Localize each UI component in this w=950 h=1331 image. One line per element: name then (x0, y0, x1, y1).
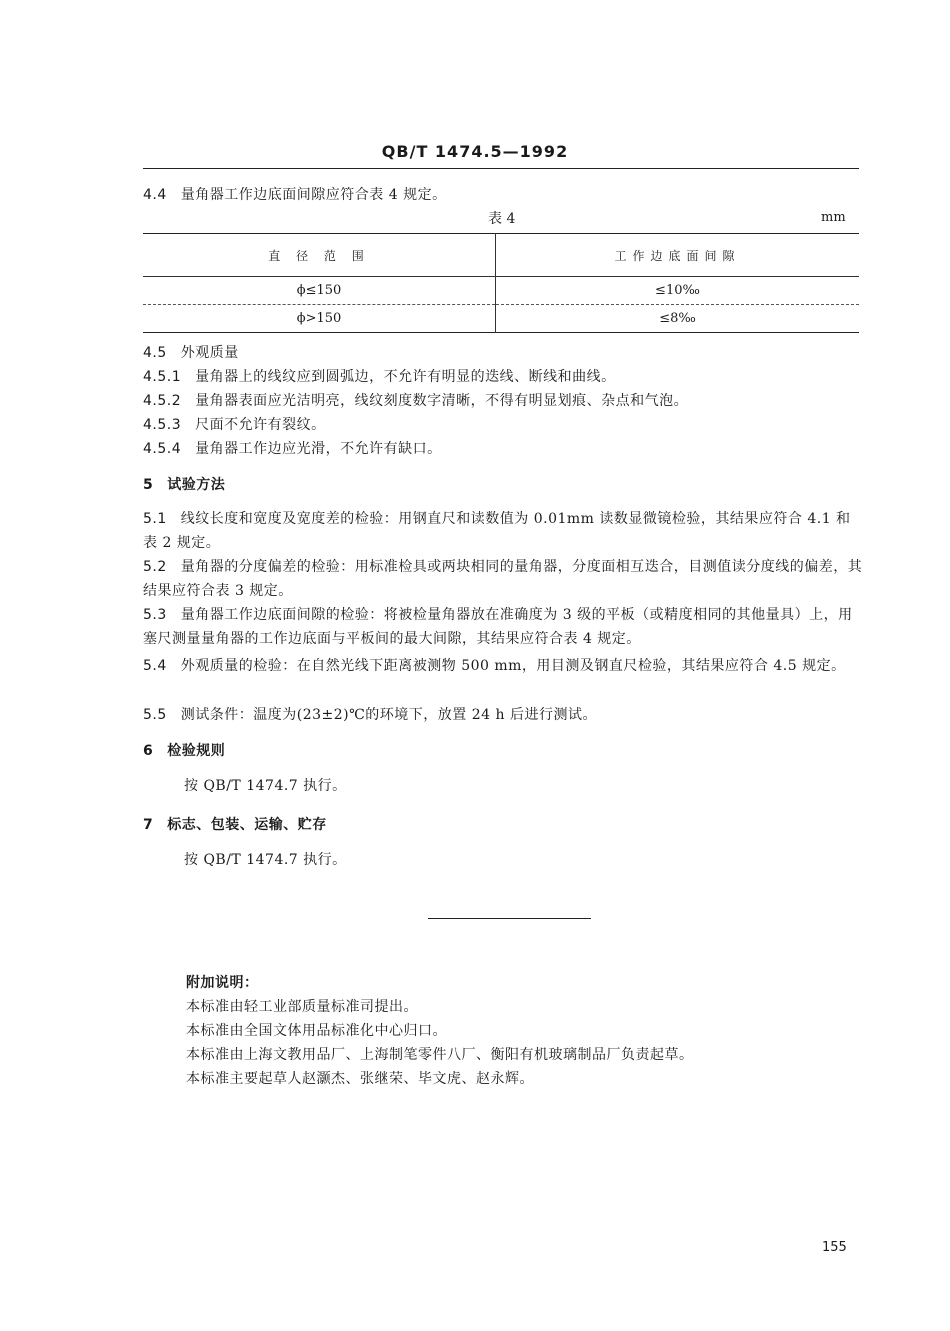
clause-text: 量角器工作边底面间隙应符合表 4 规定。 (180, 187, 447, 203)
clause-text: 量角器工作边底面间隙的检验：将被检量角器放在准确度为 3 级的平板（或精度相同的其他量具）上，用塞尺测量量角器的工作边底面与平板间的最大间隙，其结果应符合表 4 规定。 (143, 607, 853, 647)
clause-number: 5.2 (143, 559, 167, 575)
standard-code-header: QB/T 1474.5—1992 (381, 142, 569, 161)
clause-text: 量角器上的线纹应到圆弧边，不允许有明显的迭线、断线和曲线。 (195, 369, 616, 385)
clause-4-5-heading (143, 341, 863, 365)
clause-text: 线纹长度和宽度及宽度差的检验：用钢直尺和读数值为 0.01mm 读数显微镜检验，其结果应符合 4.1 和表 2 规定。 (143, 511, 851, 551)
clause-4-5-4 (143, 437, 863, 461)
clause-text: 外观质量 (180, 345, 239, 361)
notes-line: 本标准由全国文体用品标准化中心归口。 (186, 1023, 447, 1039)
clause-text: 量角器工作边应光滑，不允许有缺口。 (195, 441, 442, 457)
clause-5-4 (143, 654, 863, 678)
column-header-diameter-range: 直 径 范 围 (143, 234, 496, 277)
clause-number: 5.1 (143, 511, 167, 527)
clause-5-3 (143, 603, 863, 651)
table-cell: ϕ≤150 (143, 277, 496, 305)
notes-line: 本标准由轻工业部质量标准司提出。 (186, 999, 418, 1015)
section-title: 试验方法 (167, 477, 226, 493)
table-cell: ≤10‰ (496, 277, 860, 305)
section-title: 检验规则 (167, 743, 226, 759)
table-row (143, 277, 859, 305)
section-6-heading (143, 739, 863, 763)
section-title: 标志、包装、运输、贮存 (167, 817, 327, 833)
clause-4-5-2 (143, 389, 863, 413)
clause-number: 5.4 (143, 658, 167, 674)
section-6-text: 按 QB/T 1474.7 执行。 (184, 778, 347, 794)
clause-4-5-1 (143, 365, 863, 389)
clause-text: 尺面不允许有裂纹。 (195, 417, 326, 433)
section-number: 7 (143, 817, 154, 833)
clause-5-2 (143, 555, 863, 603)
clause-5-1 (143, 507, 863, 555)
notes-line: 本标准主要起草人赵灏杰、张继荣、毕文虎、赵永辉。 (186, 1071, 534, 1087)
clause-5-5 (143, 703, 863, 727)
table-4 (143, 233, 859, 333)
header-rule (143, 168, 859, 169)
clause-number: 5.3 (143, 607, 167, 623)
table-cell: ≤8‰ (659, 311, 696, 326)
clause-number: 5.5 (143, 707, 167, 723)
table-header-row (143, 234, 859, 277)
table-unit: mm (821, 210, 846, 225)
clause-text: 量角器表面应光洁明亮，线纹刻度数字清晰，不得有明显划痕、杂点和气泡。 (195, 393, 689, 409)
end-divider (428, 918, 591, 919)
section-7-text: 按 QB/T 1474.7 执行。 (184, 852, 347, 868)
section-number: 6 (143, 743, 154, 759)
clause-text: 测试条件：温度为(23±2)℃的环境下，放置 24 h 后进行测试。 (180, 707, 597, 723)
notes-title: 附加说明： (186, 975, 259, 991)
clause-number: 4.4 (143, 187, 167, 203)
clause-text: 外观质量的检验：在自然光线下距离被测物 500 mm，用目测及钢直尺检验，其结果应符合 4.5 规定。 (180, 658, 846, 674)
table-row (143, 305, 859, 333)
section-number: 5 (143, 477, 154, 493)
clause-number: 4.5.3 (143, 417, 182, 433)
column-header-gap: 工作边底面间隙 (496, 234, 860, 277)
section-5-heading (143, 473, 863, 497)
notes-line: 本标准由上海文教用品厂、上海制笔零件八厂、衡阳有机玻璃制品厂负责起草。 (186, 1047, 694, 1063)
clause-number: 4.5.4 (143, 441, 182, 457)
clause-number: 4.5.1 (143, 369, 182, 385)
clause-number: 4.5.2 (143, 393, 182, 409)
section-7-heading (143, 813, 863, 837)
clause-number: 4.5 (143, 345, 167, 361)
clause-4-4 (143, 183, 863, 207)
table-cell: ϕ>150 (143, 305, 496, 333)
page-number: 155 (822, 1240, 847, 1255)
clause-text: 量角器的分度偏差的检验：用标准检具或两块相同的量角器，分度面相互迭合，目测值读分度线的偏差，其结果应符合表 3 规定。 (143, 559, 863, 599)
clause-4-5-3 (143, 413, 863, 437)
table-caption: 表 4 (488, 211, 516, 227)
